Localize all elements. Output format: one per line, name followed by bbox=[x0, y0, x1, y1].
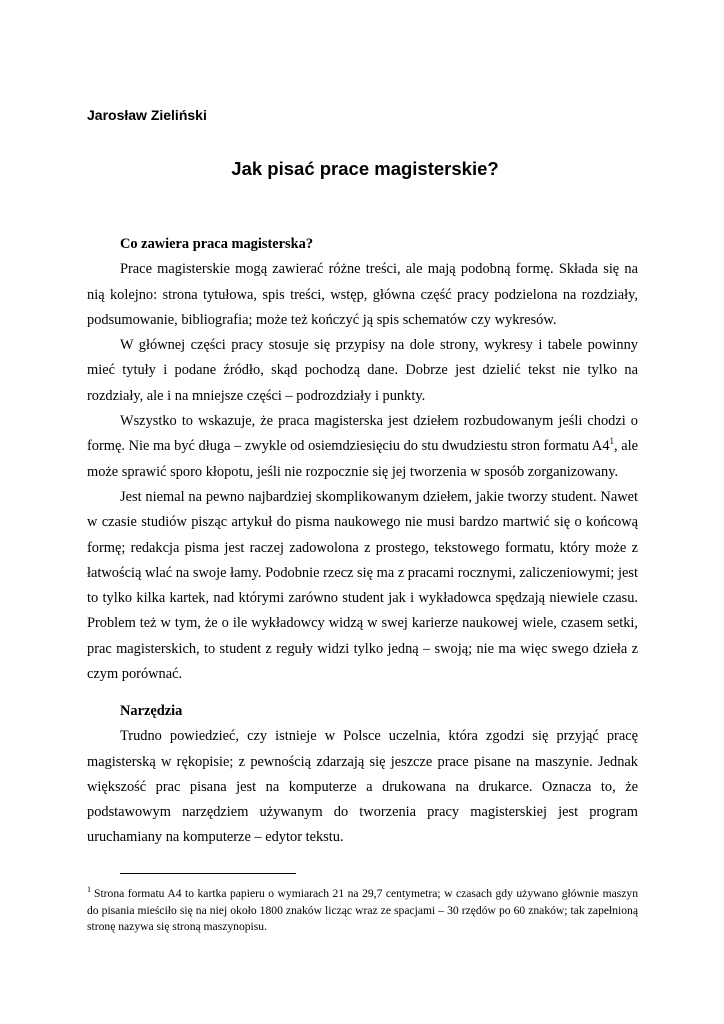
document-title-text: Jak pisać prace magisterskie? bbox=[231, 158, 499, 179]
paragraph-text: , ale może sprawić sporo kłopotu, jeśli nie rozpocznie się jej tworzenia w sposób zorganizowany. bbox=[87, 438, 639, 480]
section-tools bbox=[87, 699, 638, 851]
section-contents bbox=[87, 232, 638, 687]
paragraph-text: Wszystko to wskazuje, że praca magisterska jest dziełem rozbudowanym jeśli chodzi o formę. Nie ma być długa – zwykle od osiemdziesięciu do stu dwudziestu stron formatu A4 bbox=[87, 413, 638, 455]
footnote-reference[interactable]: 1 bbox=[609, 436, 615, 447]
paragraph: Prace magisterskie mogą zawierać różne treści, ale mają podobną formę. Składa się na nią kolejno: strona tytułowa, spis treści, wstęp, główna część pracy podzielona na rozdziały, podsumowanie, bibliografia; może też kończyć ją spis schematów czy wykresów. bbox=[87, 261, 638, 328]
paragraph: W głównej części pracy stosuje się przypisy na dole strony, wykresy i tabele powinny mieć tytuły i podane źródło, skąd pochodzą dane. Dobrze jest dzielić tekst nie tylko na rozdziały, ale i na mniejsze części – podrozdziały i punkty. bbox=[87, 337, 638, 404]
footnote-text: Strona formatu A4 to kartka papieru o wymiarach 21 na 29,7 centymetra; w czasach gdy używano głównie maszyn do pisania mieściło się na niej około 1800 znaków licząc wraz ze spacjami – 30 rzędów po 60 znaków; tak zapełnioną stronę nazywa się stroną maszynopisu. bbox=[87, 887, 638, 933]
section-heading-contents: Co zawiera praca magisterska? bbox=[120, 236, 314, 252]
paragraph-with-footnote bbox=[87, 409, 638, 485]
author-name: Jarosław Zieliński bbox=[87, 107, 207, 123]
footnote-separator bbox=[120, 873, 296, 874]
section-heading-tools: Narzędzia bbox=[120, 703, 183, 719]
paragraph: Trudno powiedzieć, czy istnieje w Polsce uczelnia, która zgodzi się przyjąć pracę magisterską w rękopisie; z pewnością zdarzają się jeszcze prace pisane na maszynie. Jednak większość prac pisana jest na komputerze a drukowana na drukarce. Oznacza to, że podstawowym narzędziem używanym do tworzenia pracy magisterskiej jest program uruchamiany na komputerze – edytor tekstu. bbox=[87, 728, 638, 846]
paragraph: Jest niemal na pewno najbardziej skomplikowanym dziełem, jakie tworzy student. Nawet w czasie studiów pisząc artykuł do pisma naukowego nie musi bardzo martwić się o końcową formę; redakcja pisma jest raczej zadowolona z prostego, tekstowego formatu, który może z łatwością wlać na swoje łamy. Podobnie rzecz się ma z pracami rocznymi, zaliczeniowymi; jest to tylko kilka kartek, nad którymi zarówno student jak i wykładowca spędzają niewiele czasu. Problem też w tym, że o ile wykładowcy widzą w swej karierze naukowej wiele, czasem setki, prac magisterskich, to student z reguły widzi tylko jedną – swoją; nie ma więc swego dzieła z czym porównać. bbox=[87, 488, 638, 683]
footnote bbox=[87, 886, 638, 936]
document-title bbox=[0, 157, 724, 181]
footnote-number: 1 bbox=[87, 885, 91, 895]
